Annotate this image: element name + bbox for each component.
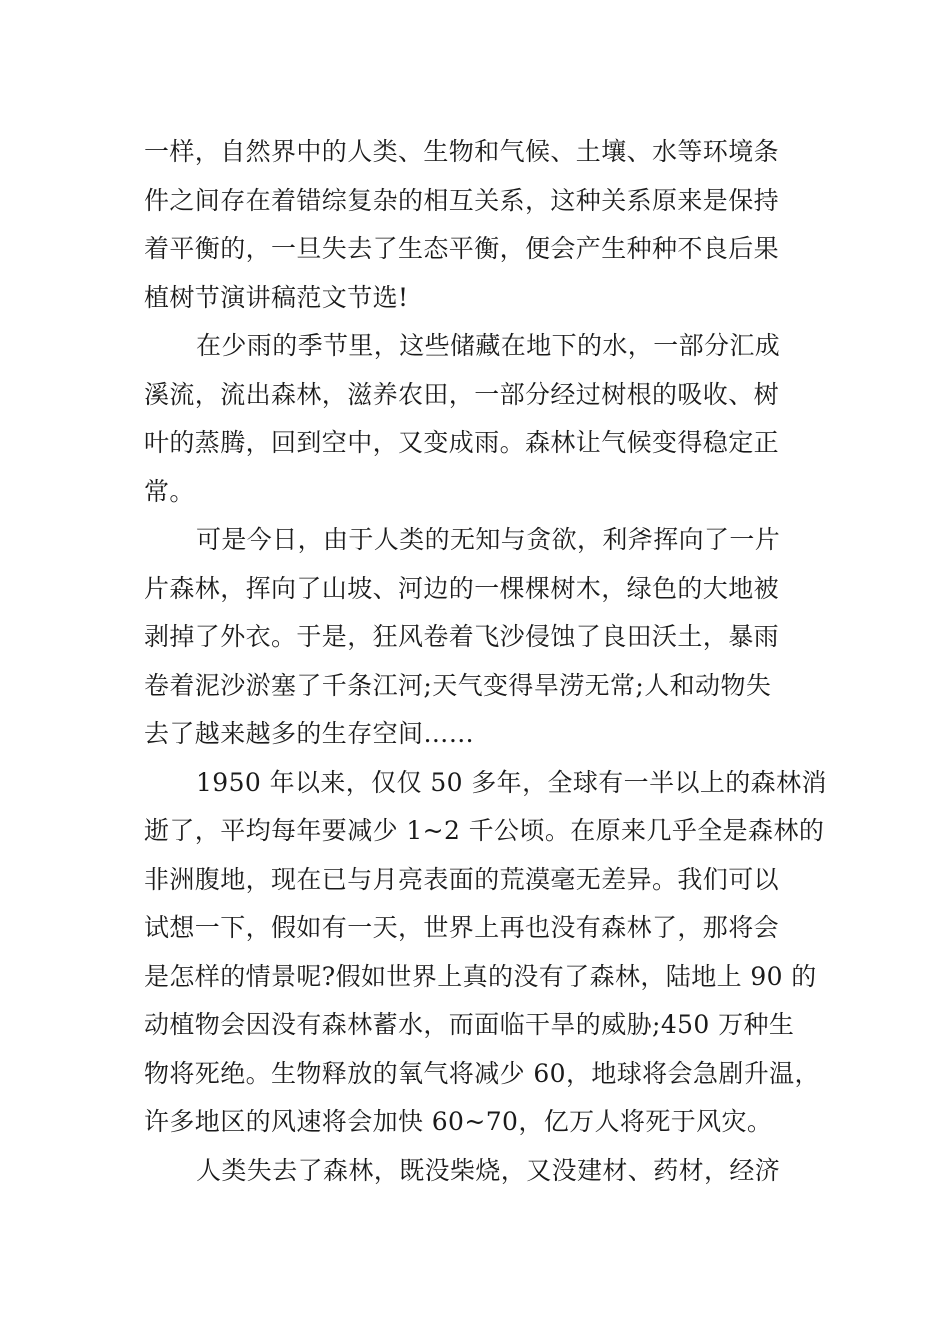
text-line: 着平衡的，一旦失去了生态平衡，便会产生种种不良后果: [144, 234, 780, 263]
paragraph-first-line: 可是今日，由于人类的无知与贪欲，利斧挥向了一片: [196, 525, 781, 554]
text-line: 植树节演讲稿范文节选!: [144, 282, 409, 312]
text-line: 逝了，平均每年要减少 1~2 千公顷。在原来几乎全是森林的: [144, 816, 825, 845]
text-line: 常。: [144, 476, 195, 506]
text-line: 非洲腹地，现在已与月亮表面的荒漠毫无差异。我们可以: [144, 864, 780, 894]
paragraph-first-line: 在少雨的季节里，这些储藏在地下的水，一部分汇成: [196, 331, 781, 360]
text-line: 片森林，挥向了山坡、河边的一棵棵树木，绿色的大地被: [144, 573, 780, 603]
text-line: 去了越来越多的生存空间……: [144, 719, 475, 748]
text-line: 溪流，流出森林，滋养农田，一部分经过树根的吸收、树: [144, 379, 780, 409]
text-line: 一样，自然界中的人类、生物和气候、土壤、水等环境条: [144, 137, 780, 166]
text-line: 叶的蒸腾，回到空中，又变成雨。森林让气候变得稳定正: [144, 428, 780, 457]
text-line: 件之间存在着错综复杂的相互关系，这种关系原来是保持: [144, 185, 780, 215]
text-line: 物将死绝。生物释放的氧气将减少 60，地球将会急剧升温，: [144, 1058, 820, 1088]
text-line: 卷着泥沙淤塞了千条江河;天气变得旱涝无常;人和动物失: [144, 670, 772, 700]
text-line: 试想一下，假如有一天，世界上再也没有森林了，那将会: [144, 913, 780, 942]
paragraph-first-line: 1950 年以来，仅仅 50 多年，全球有一半以上的森林消: [196, 767, 827, 797]
text-line: 动植物会因没有森林蓄水，而面临干旱的威胁;450 万种生: [144, 1010, 795, 1039]
text-line: 许多地区的风速将会加快 60~70，亿万人将死于风灾。: [144, 1107, 773, 1136]
paragraph-first-line: 人类失去了森林，既没柴烧，又没建材、药材，经济: [196, 1155, 781, 1185]
document-body: [144, 128, 827, 1195]
text-line: 是怎样的情景呢?假如世界上真的没有了森林，陆地上 90 的: [144, 961, 817, 991]
text-line: 剥掉了外衣。于是，狂风卷着飞沙侵蚀了良田沃土，暴雨: [144, 622, 780, 651]
